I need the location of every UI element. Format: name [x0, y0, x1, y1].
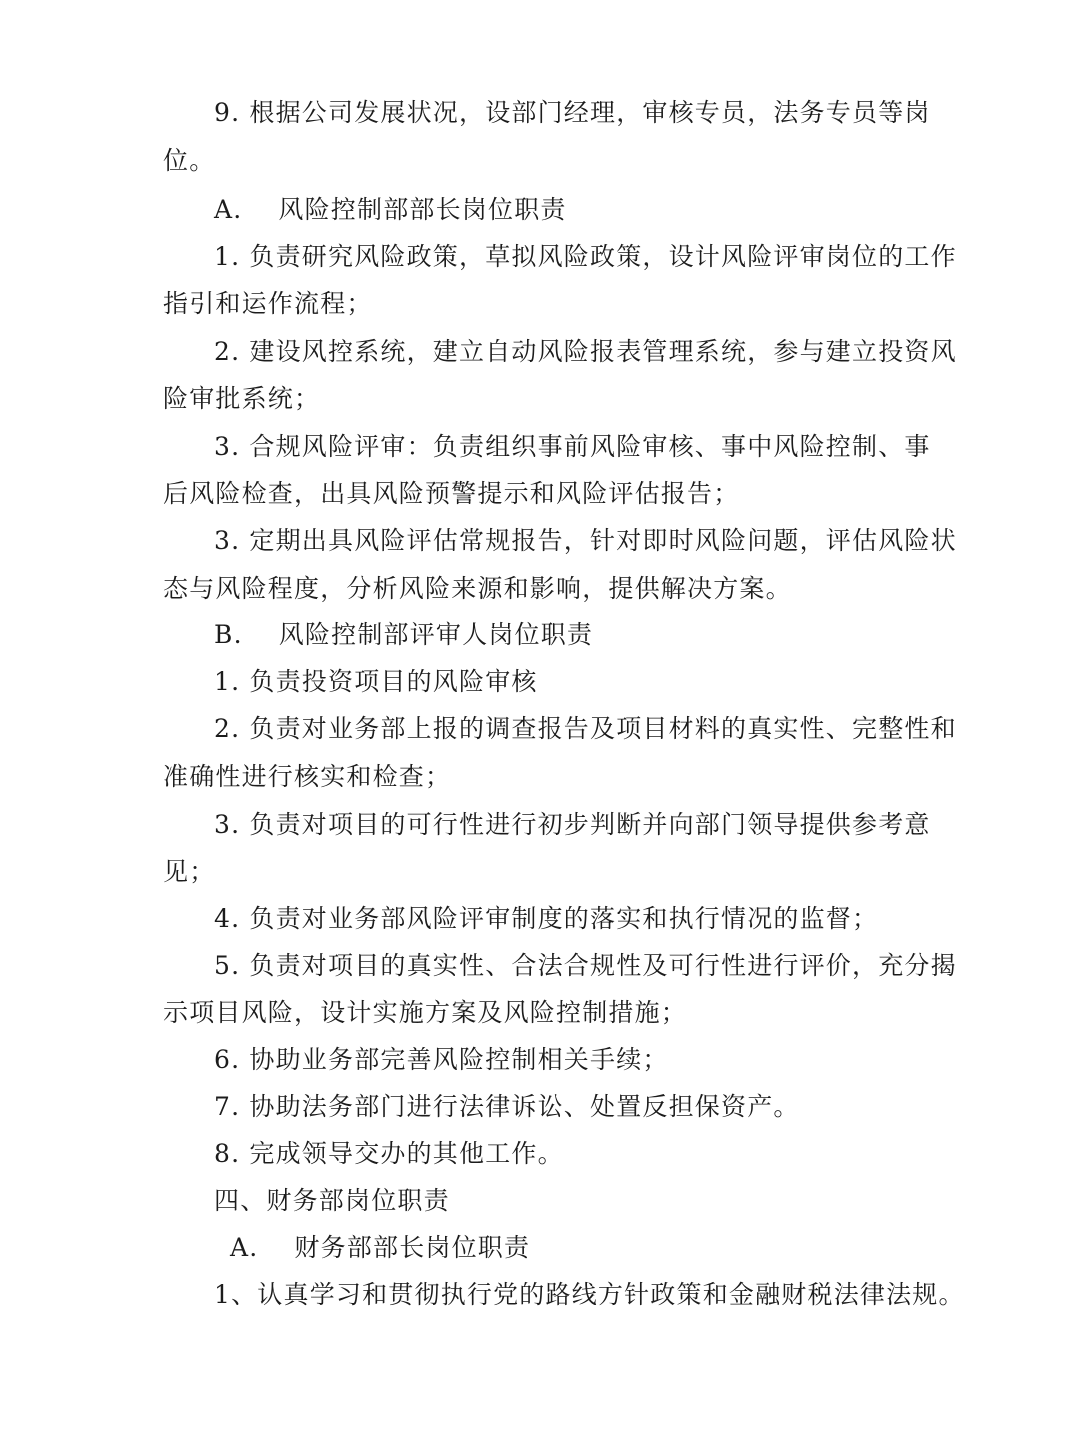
a-item-3-line2: 后风险检查，出具风险预警提示和风险评估报告；: [163, 479, 740, 508]
a-item-4-line2: 态与风险程度，分析风险来源和影响，提供解决方案。: [163, 574, 792, 603]
item-9-line2: 位。: [163, 146, 216, 175]
a-item-4-line1: 3. 定期出具风险评估常规报告，针对即时风险问题，评估风险状: [214, 526, 957, 555]
b-item-3-line1: 3. 负责对项目的可行性进行初步判断并向部门领导提供参考意: [214, 810, 931, 839]
a-item-1-line1: 1. 负责研究风险政策，草拟风险政策，设计风险评审岗位的工作: [214, 242, 957, 271]
item-9-line1: 9. 根据公司发展状况，设部门经理，审核专员，法务专员等岗: [214, 98, 931, 127]
b-item-4-line1: 4. 负责对业务部风险评审制度的落实和执行情况的监督；: [214, 904, 879, 933]
part-4-sub-a-letter: A.: [230, 1233, 259, 1262]
section-b-letter: B.: [214, 620, 243, 649]
b-item-5-line1: 5. 负责对项目的真实性、合法合规性及可行性进行评价，充分揭: [214, 951, 957, 980]
part-4-sub-a-title: 财务部部长岗位职责: [294, 1233, 531, 1262]
part-4-sub-a-heading: [230, 1233, 530, 1263]
part-4-item-1: 1、认真学习和贯彻执行党的路线方针政策和金融财税法律法规。: [214, 1280, 965, 1309]
b-item-6-line1: 6. 协助业务部完善风险控制相关手续；: [214, 1045, 669, 1074]
b-item-5-line2: 示项目风险，设计实施方案及风险控制措施；: [163, 998, 688, 1027]
section-b-heading: [214, 620, 593, 650]
section-a-heading: [214, 195, 567, 225]
part-4-heading: 四、财务部岗位职责: [214, 1186, 450, 1215]
section-a-letter: A.: [214, 195, 243, 224]
b-item-1-line1: 1. 负责投资项目的风险审核: [214, 667, 538, 696]
a-item-2-line1: 2. 建设风控系统，建立自动风险报表管理系统，参与建立投资风: [214, 337, 957, 366]
b-item-3-line2: 见；: [163, 857, 216, 886]
b-item-8-line1: 8. 完成领导交办的其他工作。: [214, 1139, 564, 1168]
a-item-1-line2: 指引和运作流程；: [163, 289, 373, 318]
b-item-2-line2: 准确性进行核实和检查；: [163, 762, 452, 791]
a-item-2-line2: 险审批系统；: [163, 384, 321, 413]
section-a-title: 风险控制部部长岗位职责: [278, 195, 567, 224]
b-item-2-line1: 2. 负责对业务部上报的调查报告及项目材料的真实性、完整性和: [214, 714, 957, 743]
a-item-3-line1: 3. 合规风险评审：负责组织事前风险审核、事中风险控制、事: [214, 432, 931, 461]
b-item-7-line1: 7. 协助法务部门进行法律诉讼、处置反担保资产。: [214, 1092, 800, 1121]
section-b-title: 风险控制部评审人岗位职责: [278, 620, 594, 649]
